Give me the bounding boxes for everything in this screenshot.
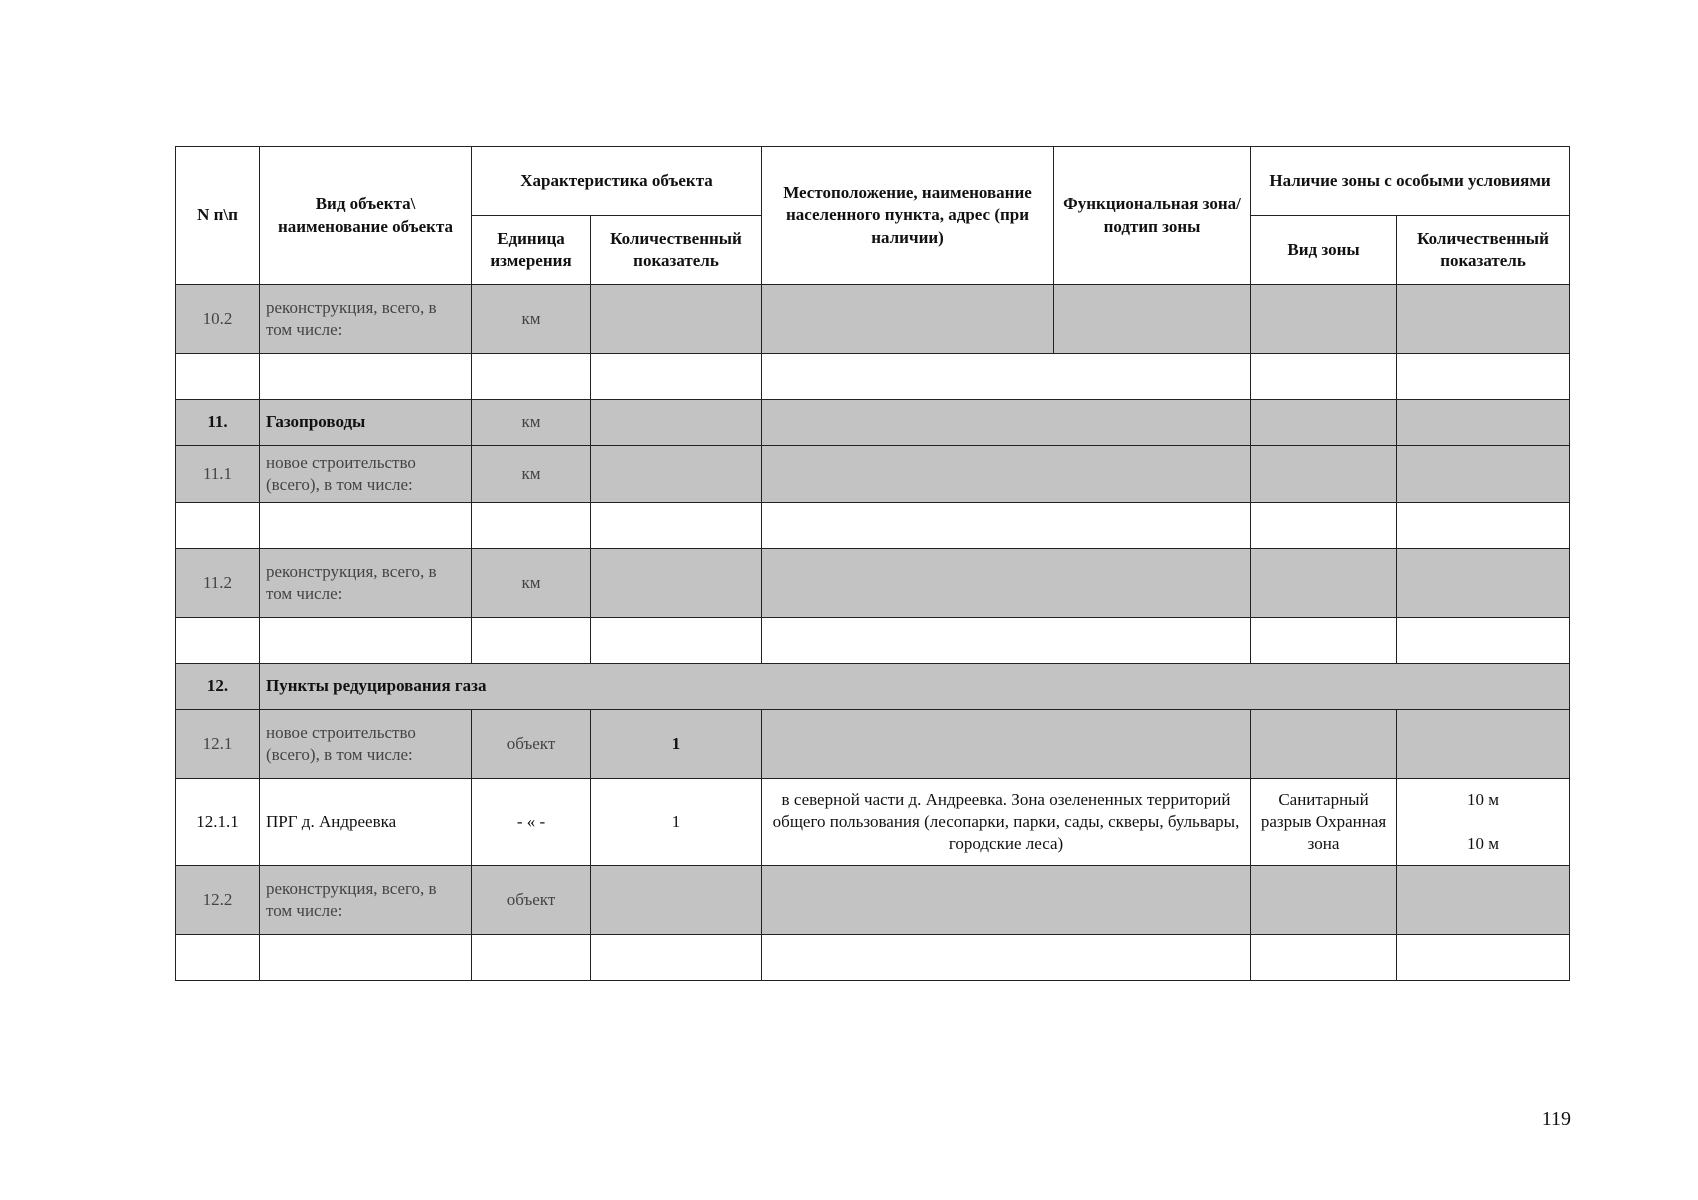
page-number: 119 <box>1541 1108 1571 1130</box>
row-num: 11.1 <box>176 446 260 503</box>
objects-table <box>175 146 1570 981</box>
row-zone-qty <box>1397 285 1570 354</box>
row-num: 10.2 <box>176 285 260 354</box>
row-location: в северной части д. Андреевка. Зона озелененных территорий общего пользования (лесопарки, парки, сады, скверы, бульвары, городские леса) <box>762 779 1251 866</box>
row-location <box>762 710 1251 779</box>
table-row <box>176 866 1570 935</box>
row-zone <box>1251 618 1397 664</box>
row-name: новое строительство (всего), в том числе: <box>260 446 472 503</box>
row-zone-qty <box>1397 935 1570 981</box>
table-row <box>176 354 1570 400</box>
header-quantity: Количественный показатель <box>591 216 762 285</box>
row-unit <box>472 618 591 664</box>
row-functional-zone <box>1054 285 1251 354</box>
row-name: реконструкция, всего, в том числе: <box>260 285 472 354</box>
row-zone <box>1251 354 1397 400</box>
row-zone-qty <box>1397 549 1570 618</box>
row-zone-qty <box>1397 866 1570 935</box>
header-location: Местоположение, наименование населенного пункта, адрес (при наличии) <box>762 147 1054 285</box>
row-num <box>176 935 260 981</box>
row-num: 11. <box>176 400 260 446</box>
row-location <box>762 866 1251 935</box>
row-zone-qty <box>1397 503 1570 549</box>
row-zone <box>1251 935 1397 981</box>
row-unit: объект <box>472 866 591 935</box>
row-num: 12. <box>176 664 260 710</box>
row-name: новое строительство (всего), в том числе: <box>260 710 472 779</box>
row-unit <box>472 354 591 400</box>
row-qty <box>591 503 762 549</box>
row-qty <box>591 866 762 935</box>
row-zone <box>1251 866 1397 935</box>
row-location <box>762 618 1251 664</box>
row-name: реконструкция, всего, в том числе: <box>260 549 472 618</box>
table-row <box>176 549 1570 618</box>
row-zone <box>1251 710 1397 779</box>
row-location <box>762 354 1251 400</box>
header-characteristic: Характеристика объекта <box>472 147 762 216</box>
row-name: реконструкция, всего, в том числе: <box>260 866 472 935</box>
row-name <box>260 618 472 664</box>
row-zone <box>1251 400 1397 446</box>
row-num: 12.1.1 <box>176 779 260 866</box>
table-row <box>176 446 1570 503</box>
row-location <box>762 935 1251 981</box>
row-num: 12.1 <box>176 710 260 779</box>
row-num: 12.2 <box>176 866 260 935</box>
row-num <box>176 503 260 549</box>
row-qty: 1 <box>591 779 762 866</box>
row-qty <box>591 446 762 503</box>
row-unit: км <box>472 400 591 446</box>
row-qty <box>591 935 762 981</box>
header-unit: Единица измерения <box>472 216 591 285</box>
row-qty <box>591 618 762 664</box>
zone-qty-protective: 10 м <box>1467 834 1500 853</box>
table-row <box>176 285 1570 354</box>
row-zone-qty <box>1397 779 1570 866</box>
row-name: ПРГ д. Андреевка <box>260 779 472 866</box>
row-unit: объект <box>472 710 591 779</box>
row-unit: км <box>472 549 591 618</box>
table-row <box>176 503 1570 549</box>
zone-qty-sanitary: 10 м <box>1467 789 1500 809</box>
row-zone: Санитарный разрыв Охранная зона <box>1251 779 1397 866</box>
row-num: 11.2 <box>176 549 260 618</box>
row-unit: км <box>472 285 591 354</box>
header-zone-quantity: Количественный показатель <box>1397 216 1570 285</box>
row-num <box>176 354 260 400</box>
row-qty: 1 <box>591 710 762 779</box>
row-num <box>176 618 260 664</box>
row-zone-qty <box>1397 400 1570 446</box>
row-location <box>762 400 1251 446</box>
row-qty <box>591 285 762 354</box>
row-location <box>762 446 1251 503</box>
header-zone-type: Вид зоны <box>1251 216 1397 285</box>
header-name: Вид объекта\ наименование объекта <box>260 147 472 285</box>
table-row <box>176 618 1570 664</box>
row-zone <box>1251 549 1397 618</box>
header-functional-zone: Функциональная зона/ подтип зоны <box>1054 147 1251 285</box>
row-unit: км <box>472 446 591 503</box>
table-row <box>176 400 1570 446</box>
row-location <box>762 285 1054 354</box>
row-qty <box>591 549 762 618</box>
row-zone-qty <box>1397 710 1570 779</box>
row-unit <box>472 935 591 981</box>
section-title: Пункты редуцирования газа <box>260 664 1570 710</box>
row-name <box>260 935 472 981</box>
row-zone-qty <box>1397 618 1570 664</box>
row-unit: - « - <box>472 779 591 866</box>
row-qty <box>591 354 762 400</box>
row-qty <box>591 400 762 446</box>
table-row <box>176 710 1570 779</box>
row-location <box>762 549 1251 618</box>
row-zone-qty <box>1397 354 1570 400</box>
header-special-zone: Наличие зоны с особыми условиями <box>1251 147 1570 216</box>
header-num: N п\п <box>176 147 260 285</box>
row-zone <box>1251 503 1397 549</box>
row-location <box>762 503 1251 549</box>
row-name <box>260 503 472 549</box>
row-zone <box>1251 285 1397 354</box>
row-zone <box>1251 446 1397 503</box>
row-name: Газопроводы <box>260 400 472 446</box>
section-row <box>176 664 1570 710</box>
row-unit <box>472 503 591 549</box>
row-name <box>260 354 472 400</box>
table-row <box>176 935 1570 981</box>
table-row <box>176 779 1570 866</box>
row-zone-qty <box>1397 446 1570 503</box>
